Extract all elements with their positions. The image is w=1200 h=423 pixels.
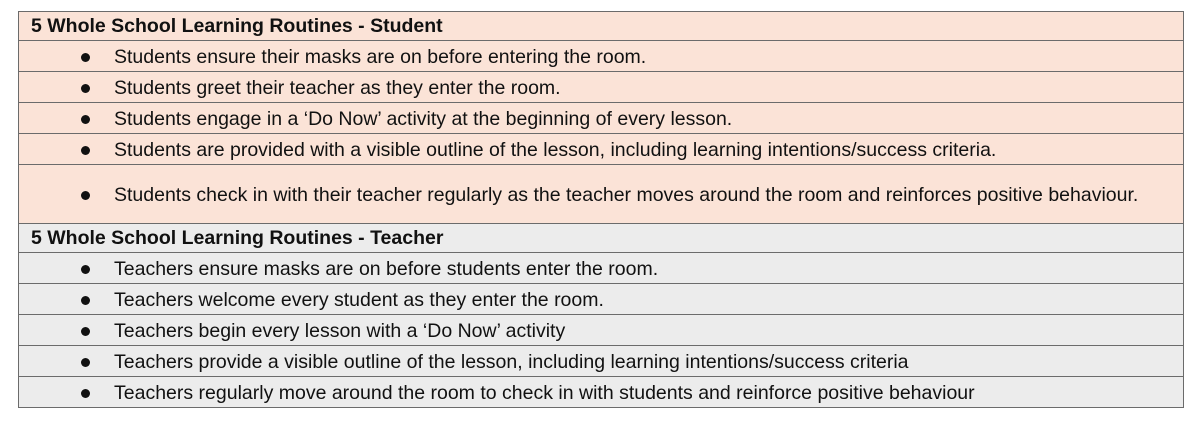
- table-row: [19, 346, 1184, 377]
- list-item: Teachers provide a visible outline of the lesson, including learning intentions/success criteria: [114, 350, 909, 373]
- bullet-icon: [19, 254, 114, 282]
- bullet-icon: [19, 180, 114, 208]
- routines-document: [18, 11, 1184, 408]
- bullet-icon: [19, 285, 114, 313]
- bullet-icon: [19, 73, 114, 101]
- list-item: Students engage in a ‘Do Now’ activity at the beginning of every lesson.: [114, 107, 733, 130]
- teacher-section-header: 5 Whole School Learning Routines - Teacher: [19, 224, 1184, 253]
- student-section-header-row: [19, 12, 1184, 41]
- bullet-icon: [19, 316, 114, 344]
- table-row: [19, 253, 1184, 284]
- table-row: [19, 377, 1184, 408]
- table-row: [19, 41, 1184, 72]
- student-section-header: 5 Whole School Learning Routines - Student: [19, 12, 1184, 41]
- routines-table: [18, 11, 1184, 408]
- bullet-icon: [19, 104, 114, 132]
- list-item: Teachers regularly move around the room to check in with students and reinforce positive behaviour: [114, 381, 975, 404]
- table-row: [19, 134, 1184, 165]
- bullet-icon: [19, 378, 114, 406]
- bullet-icon: [19, 135, 114, 163]
- list-item: Teachers begin every lesson with a ‘Do Now’ activity: [114, 319, 566, 342]
- list-item: Students ensure their masks are on before entering the room.: [114, 45, 647, 68]
- table-row: [19, 315, 1184, 346]
- list-item: Students greet their teacher as they enter the room.: [114, 76, 561, 99]
- list-item: Teachers ensure masks are on before students enter the room.: [114, 257, 659, 280]
- table-row: [19, 103, 1184, 134]
- bullet-icon: [19, 42, 114, 70]
- bullet-icon: [19, 347, 114, 375]
- list-item: Students check in with their teacher regularly as the teacher moves around the room and reinforces positive behaviour.: [114, 183, 1139, 206]
- teacher-section-header-row: [19, 224, 1184, 253]
- table-row: [19, 165, 1184, 224]
- table-row: [19, 72, 1184, 103]
- list-item: Teachers welcome every student as they enter the room.: [114, 288, 604, 311]
- table-row: [19, 284, 1184, 315]
- list-item: Students are provided with a visible outline of the lesson, including learning intentions/success criteria.: [114, 138, 997, 161]
